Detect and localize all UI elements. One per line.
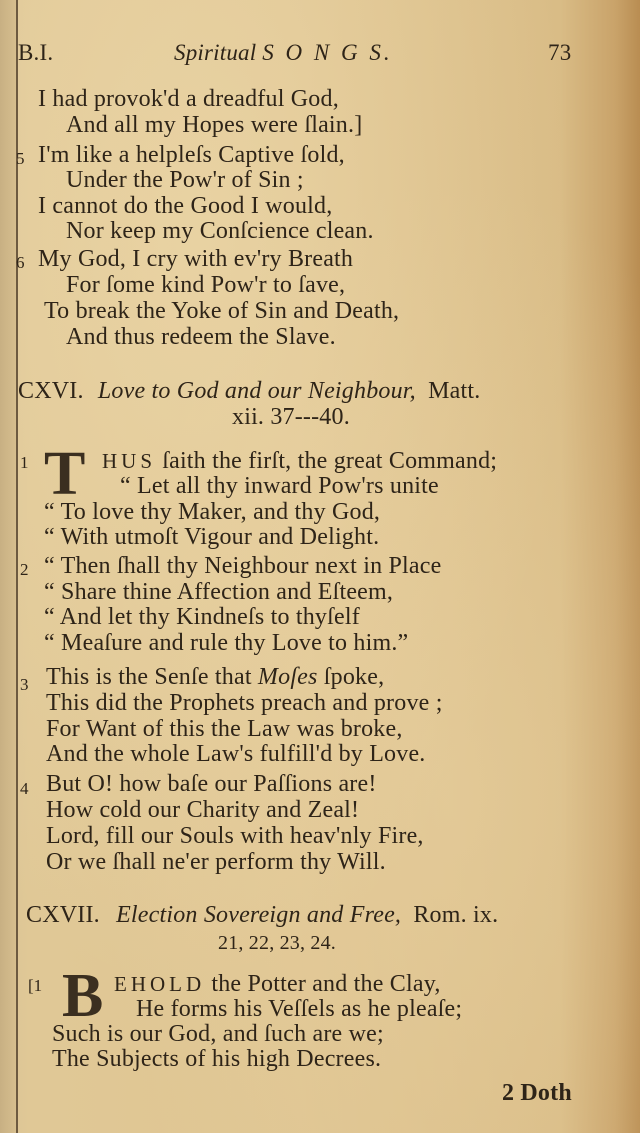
verse-line: For ſome kind Pow'r to ſave, (66, 272, 346, 298)
verse-line: Nor keep my Conſcience clean. (66, 218, 374, 244)
verse-text: the Potter and the Clay, (211, 971, 441, 997)
verse-line: My God, I cry with ev'ry Breath (38, 246, 354, 272)
verse-line: This did the Prophets preach and prove ; (46, 690, 443, 716)
verse-text: This is the Senſe that (46, 664, 252, 690)
verse-line: Lord, fill our Souls with heav'nly Fire, (46, 823, 424, 849)
verse-line: “ And let thy Kindneſs to thyſelf (44, 604, 360, 630)
stanza-number: [1 (28, 976, 43, 995)
verse-line: “ To love thy Maker, and thy God, (44, 499, 381, 525)
hymn-reference: Matt. (428, 378, 481, 404)
stanza-number: 5 (16, 149, 25, 168)
verse-line: “ Then ſhall thy Neighbour next in Place (44, 553, 442, 579)
stanza-number: 6 (16, 253, 25, 272)
verse-line: “ Share thine Affection and Eſteem, (44, 579, 394, 605)
verse-line: Under the Pow'r of Sin ; (66, 167, 304, 193)
hymn-reference-continued: xii. 37---40. (232, 404, 350, 430)
verse-line: “ Meaſure and rule thy Love to him.” (44, 630, 409, 656)
hymn-reference-continued: 21, 22, 23, 24. (218, 932, 336, 954)
verse-line: He forms his Veſſels as he pleaſe; (136, 996, 463, 1022)
stanza-number: 3 (20, 675, 29, 694)
verse-line: To break the Yoke of Sin and Death, (44, 298, 400, 324)
verse-line (46, 664, 384, 690)
verse-line: Or we ſhall ne'er perform thy Will. (46, 849, 386, 875)
first-word-caps: HUS (102, 449, 157, 473)
verse-line: For Want of this the Law was broke, (46, 716, 403, 742)
verse-line: I cannot do the Good I would, (38, 193, 333, 219)
hymn-numeral: CXVI. (18, 378, 84, 404)
verse-line (102, 448, 497, 474)
verse-line: And the whole Law's fulfill'd by Love. (46, 741, 426, 767)
stanza-number: 2 (20, 560, 29, 579)
page-number: 73 (548, 40, 572, 65)
running-head-italic: Spiritual (174, 40, 257, 65)
verse-line: I'm like a helpleſs Captive ſold, (38, 142, 345, 168)
verse-line (114, 971, 441, 997)
hymn-reference: Rom. ix. (413, 902, 499, 928)
running-head-title (174, 40, 393, 66)
verse-line: And thus redeem the Slave. (66, 324, 336, 350)
verse-italic-name: Moſes (257, 664, 318, 690)
verse-text: ſpoke, (323, 664, 385, 690)
stanza-number: 1 (20, 453, 29, 472)
verse-line: “ With utmoſt Vigour and Delight. (44, 524, 380, 550)
verse-line: I had provok'd a dreadful God, (38, 86, 339, 112)
drop-cap: T (44, 440, 86, 508)
catchword: 2 Doth (502, 1080, 572, 1106)
hymn-numeral: CXVII. (26, 902, 100, 928)
verse-line: But O! how baſe our Paſſions are! (46, 771, 377, 797)
signature-mark: B.I. (18, 40, 54, 65)
stanza-number: 4 (20, 779, 29, 798)
first-word-caps: EHOLD (114, 972, 206, 996)
drop-cap: B (62, 962, 104, 1030)
hymn-title: Election Sovereign and Free, (116, 902, 402, 928)
hymn-heading (18, 378, 480, 404)
verse-line: The Subjects of his high Decrees. (52, 1046, 382, 1072)
verse-line: How cold our Charity and Zeal! (46, 797, 360, 823)
verse-line: Such is our God, and ſuch are we; (52, 1021, 384, 1047)
running-head-caps: S O N G S. (262, 40, 393, 65)
hymn-heading (26, 902, 498, 928)
verse-line: And all my Hopes were ſlain.] (66, 112, 363, 138)
verse-text: ſaith the firſt, the great Command; (162, 448, 498, 474)
hymn-title: Love to God and our Neighbour, (97, 378, 416, 404)
verse-line: “ Let all thy inward Pow'rs unite (120, 473, 439, 499)
